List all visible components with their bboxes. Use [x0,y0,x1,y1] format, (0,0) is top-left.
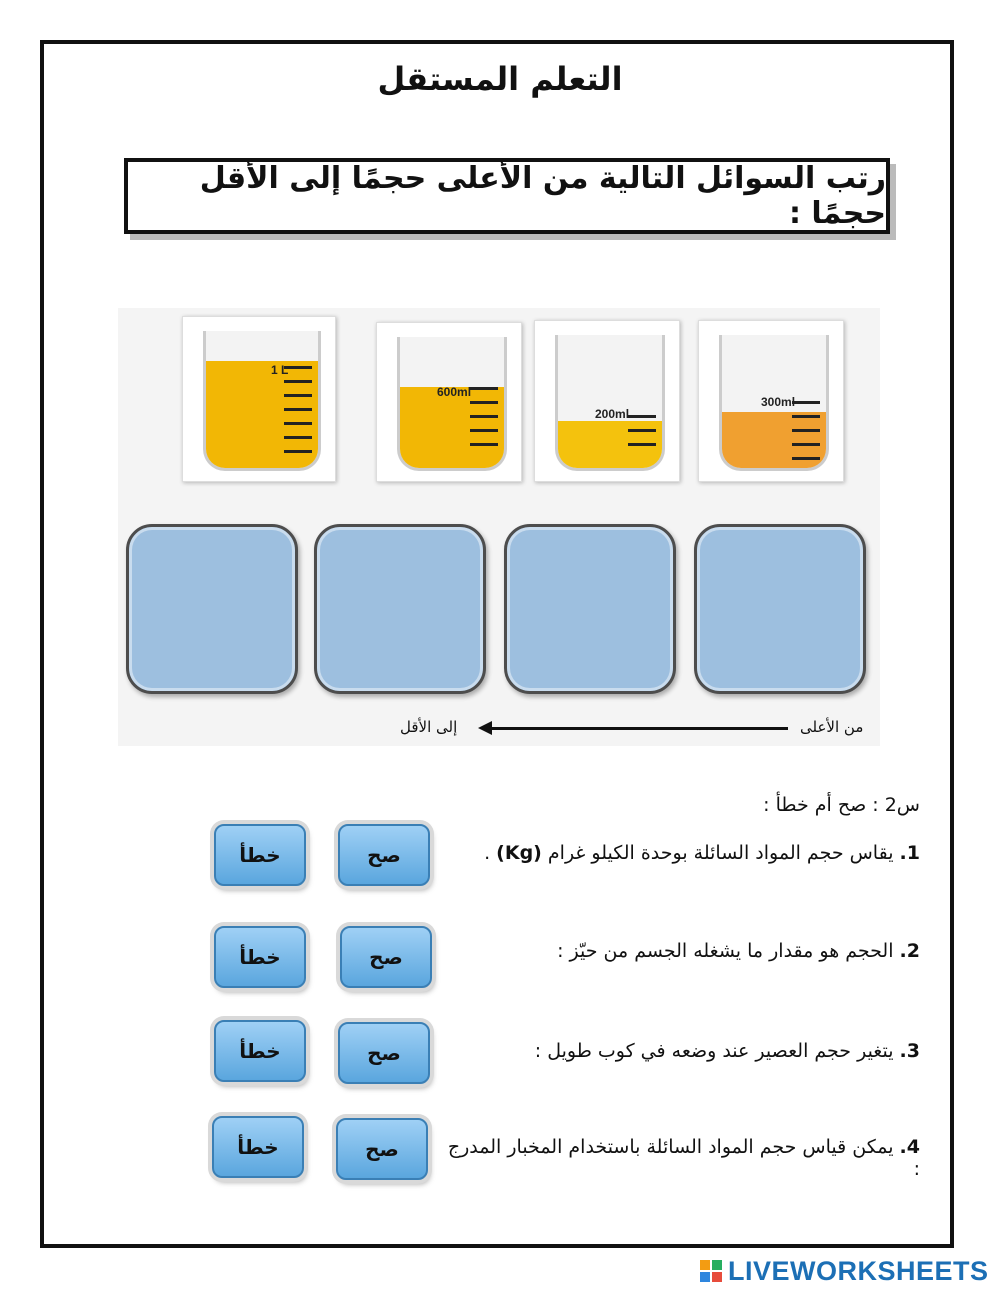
question-1 [440,842,920,864]
instruction-box [124,158,890,234]
question-text: يقاس حجم المواد السائلة بوحدة الكيلو غرام [547,842,894,864]
drop-zone-3[interactable] [314,524,486,694]
false-button-2[interactable]: خطأ [214,926,306,988]
volume-label: 1 L [271,363,289,377]
question-number: 1. [899,842,920,864]
question-3 [440,1040,920,1062]
volume-label: 600ml [437,385,472,399]
false-button-1[interactable]: خطأ [214,824,306,886]
question-number: 2. [899,940,920,962]
brand-text: LIVEWORKSHEETS [728,1255,989,1286]
drop-zone-2[interactable] [504,524,676,694]
scale-marks [284,366,312,464]
scale-marks [792,401,820,471]
liveworksheets-icon [700,1260,722,1282]
false-button-3[interactable]: خطأ [214,1020,306,1082]
question-2 [440,940,920,962]
volume-label: 200ml [595,407,630,421]
question-suffix: . [484,842,491,864]
beaker-icon [203,331,321,471]
true-button-1[interactable]: صح [338,824,430,886]
true-button-3[interactable]: صح [338,1022,430,1084]
liveworksheets-logo [700,1254,1000,1288]
page-title: التعلم المستقل [377,60,623,98]
question-number: 3. [899,1040,920,1062]
arrow-label-to: إلى الأقل [400,718,458,736]
question-4 [440,1136,920,1180]
beaker-card-200ml[interactable] [534,320,680,482]
question-number: 4. [899,1136,920,1158]
q2-heading: س2 : صح أم خطأ : [763,794,920,816]
beaker-card-300ml[interactable] [698,320,844,482]
drop-zone-4[interactable] [126,524,298,694]
beaker-card-1l[interactable] [182,316,336,482]
volume-label: 300ml [761,395,796,409]
question-text: الحجم هو مقدار ما يشغله الجسم من حيّز : [557,940,894,962]
arrow-label-from: من الأعلى [800,718,864,736]
beaker-card-600ml[interactable] [376,322,522,482]
beaker-icon [555,335,665,471]
true-button-2[interactable]: صح [340,926,432,988]
question-text: يتغير حجم العصير عند وضعه في كوب طويل : [534,1040,894,1062]
arrow-line [490,727,788,730]
false-button-4[interactable]: خطأ [212,1116,304,1178]
drop-zone-1[interactable] [694,524,866,694]
scale-marks [628,415,656,457]
beaker-icon [397,337,507,471]
question-unit: (Kg) [496,842,542,864]
scale-marks [470,387,498,457]
true-button-4[interactable]: صح [336,1118,428,1180]
instruction-text: رتب السوائل التالية من الأعلى حجمًا إلى الأقل حجمًا : [199,161,886,231]
question-text: يمكن قياس حجم المواد السائلة باستخدام المخبار المدرج : [447,1136,920,1180]
